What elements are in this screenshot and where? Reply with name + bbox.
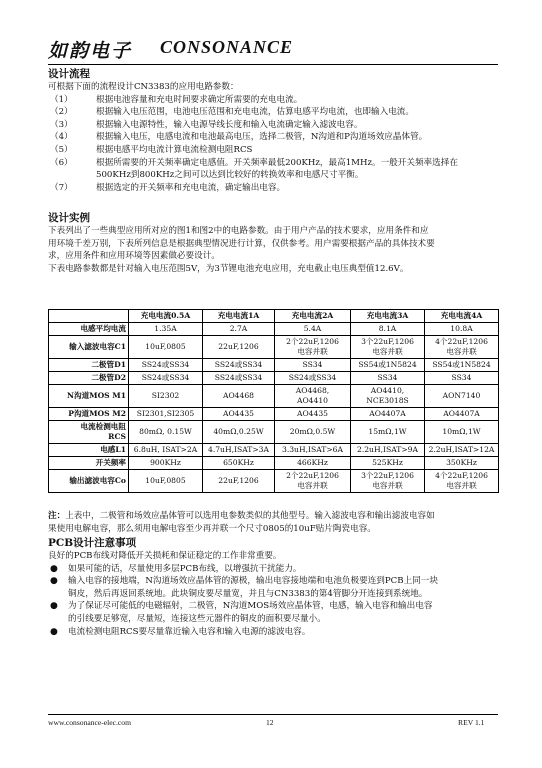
bullet-dot-icon: ● [50, 576, 58, 587]
paragraph-line: 用环境千差万别，下表所列信息是根据典型情况进行计算，仅供参考。用户需要根据产品的具体技术要 [48, 238, 435, 249]
table-row [49, 385, 499, 408]
table-row [49, 470, 499, 493]
table-cell: SI2302 [129, 385, 203, 408]
paragraph-line: 求，应用条件和应用环境等因素做必要设计。 [48, 251, 220, 262]
bullet-line: 电流检测电阻RCS要尽量靠近输入电容和输入电源的滤波电容。 [68, 626, 311, 637]
bullet-item [48, 563, 498, 576]
row-label: 输出滤波电容Co [49, 470, 129, 493]
step-text: 500KHz到800KHz之间可以达到比较好的转换效率和电感尺寸平衡。 [96, 170, 364, 181]
company-logo-cn: 如韵电子 [48, 40, 133, 62]
table-row [49, 421, 499, 444]
design-flow-step [48, 182, 498, 195]
note-text: 上表中，二极管和场效应晶体管可以选用电参数类似的其他型号。输入滤波电容和输出滤波电容如 [65, 511, 435, 521]
table-cell: AO4435 [275, 408, 351, 421]
table-cell: 4个22uF,1206 电容并联 [425, 470, 499, 493]
table-cell: 10.8A [425, 323, 499, 336]
column-header: 充电电流1A [203, 310, 275, 323]
page-number: 12 [266, 718, 274, 727]
design-flow-step [48, 119, 498, 132]
note-line [48, 510, 498, 523]
footer-url: www.consonance-elec.com [48, 718, 132, 727]
table-cell: 2.2uH,ISAT>12A [425, 444, 499, 457]
table-cell: 3个22uF,1206 电容并联 [351, 470, 425, 493]
design-flow-step [48, 94, 498, 107]
table-cell: AON7140 [425, 385, 499, 408]
step-text: 根据输入电源特性，输入电源导线长度和输入电流确定输入滤波电容。 [96, 119, 363, 130]
table-cell: 6.8uH, ISAT>2A [129, 444, 203, 457]
table-note [48, 510, 498, 535]
row-label: 二极管D2 [49, 372, 129, 385]
table-cell: 4.7uH,ISAT>3A [203, 444, 275, 457]
company-logo-en: CONSONANCE [160, 37, 294, 57]
table-row [49, 408, 499, 421]
pcb-intro: 良好的PCB布线对降低开关损耗和保证稳定的工作非常重要。 [48, 551, 282, 561]
table-cell: AO4468, AO4410 [275, 385, 351, 408]
table-cell: SS34 [425, 372, 499, 385]
design-example-paragraph [48, 225, 498, 275]
table-row [49, 323, 499, 336]
bullet-dot-icon: ● [50, 626, 58, 637]
pcb-section [48, 537, 498, 638]
row-label: N沟道MOS M1 [49, 385, 129, 408]
table-cell: SS34 [351, 372, 425, 385]
table-cell: 350KHz [425, 457, 499, 470]
bullet-line: 为了保证尽可能低的电磁辐射，二极管，N沟道MOS场效应晶体管，电感，输入电容和输出电容 [68, 601, 433, 612]
step-text: 根据输入电压，电感电流和电池最高电压，选择二极管，N沟道和P沟道场效应晶体管。 [96, 132, 428, 143]
bullet-dot-icon: ● [50, 601, 58, 612]
design-flow-intro: 可根据下面的流程设计CN3383的应用电路参数： [48, 82, 239, 92]
table-cell: AO4407A [425, 408, 499, 421]
table-cell: 466KHz [275, 457, 351, 470]
design-example-title: 设计实例 [48, 212, 90, 224]
step-text: 根据所需要的开关频率确定电感值。开关频率最低200KHz，最高1MHz。一般开关频率选择在 [96, 157, 458, 168]
step-number: （6） [50, 157, 73, 168]
header [48, 36, 498, 64]
step-text: 根据输入电压范围，电池电压范围和充电电流，估算电感平均电流，也即输入电流。 [96, 107, 414, 118]
table-cell: 80mΩ, 0.15W [129, 421, 203, 444]
bullet-line: 如果可能的话，尽量使用多层PCB布线，以增强抗干扰能力。 [68, 563, 302, 574]
table-cell: AO4435 [203, 408, 275, 421]
design-example-section [48, 212, 498, 275]
design-flow-step [48, 144, 498, 157]
row-label: P沟道MOS M2 [49, 408, 129, 421]
step-number: （1） [50, 94, 73, 105]
table-cell: 3个22uF,1206 电容并联 [351, 336, 425, 359]
row-label: 电感平均电流 [49, 323, 129, 336]
table-row [49, 336, 499, 359]
table-cell: SI2301,SI2305 [129, 408, 203, 421]
paragraph-line: 下表电路参数都是针对输入电压范围5V，为3节锂电池充电应用，充电截止电压典型值12.6V。 [48, 263, 409, 274]
table-cell: 3.3uH,ISAT>6A [275, 444, 351, 457]
table-cell: 650KHz [203, 457, 275, 470]
design-flow-step [48, 131, 498, 144]
table-row [49, 372, 499, 385]
paragraph-line: 下表列出了一些典型应用所对应的图1和图2中的电路参数。由于用户产品的技术要求，应用条件和应 [48, 226, 429, 236]
table-cell: SS24或SS34 [129, 359, 203, 372]
table-cell: 1.35A [129, 323, 203, 336]
table-cell: 40mΩ,0.25W [203, 421, 275, 444]
note-label: 注： [48, 511, 66, 521]
table-cell: 15mΩ,1W [351, 421, 425, 444]
table-cell: 2个22uF,1206 电容并联 [275, 470, 351, 493]
column-header: 充电电流0.5A [129, 310, 203, 323]
table-cell: SS24或SS34 [203, 359, 275, 372]
table-cell: AO4407A [351, 408, 425, 421]
table-cell: 22uF,1206 [203, 470, 275, 493]
column-header: 充电电流4A [425, 310, 499, 323]
design-flow-steps [48, 94, 498, 195]
step-number: （5） [50, 144, 73, 155]
design-flow-step [48, 157, 498, 170]
design-flow-step [48, 106, 498, 119]
row-label: 电流检测电阻 RCS [49, 421, 129, 444]
table-cell: SS54或1N5824 [425, 359, 499, 372]
table-cell: 10uF,0805 [129, 336, 203, 359]
table-cell: 8.1A [351, 323, 425, 336]
row-label: 二极管D1 [49, 359, 129, 372]
table-row [49, 457, 499, 470]
table-cell: 4个22uF,1206 电容并联 [425, 336, 499, 359]
table-cell: SS54或1N5824 [351, 359, 425, 372]
table-cell: 20mΩ,0.5W [275, 421, 351, 444]
table-cell: 5.4A [275, 323, 351, 336]
pcb-title: PCB设计注意事项 [48, 537, 137, 549]
footer-divider [48, 714, 498, 715]
table-cell: 10uF,0805 [129, 470, 203, 493]
table-cell: 2.2uH,ISAT>9A [351, 444, 425, 457]
table-cell: 525KHz [351, 457, 425, 470]
row-label: 输入滤波电容C1 [49, 336, 129, 359]
table-cell: SS34 [275, 359, 351, 372]
step-text: 根据选定的开关频率和充电电流，确定输出电容。 [96, 182, 286, 193]
parameter-table [48, 309, 499, 493]
table-row [49, 444, 499, 457]
table-cell: SS24或SS34 [203, 372, 275, 385]
table-cell: SS24或SS34 [129, 372, 203, 385]
design-flow-section [48, 68, 498, 194]
revision: REV 1.1 [458, 718, 485, 727]
step-number: （4） [50, 132, 73, 143]
bullet-item [48, 626, 498, 639]
table-row [49, 359, 499, 372]
header-divider [48, 64, 498, 65]
table-cell: 22uF,1206 [203, 336, 275, 359]
table-cell: 10mΩ,1W [425, 421, 499, 444]
table-header-row [49, 310, 499, 323]
table-cell: AO4468 [203, 385, 275, 408]
table-cell: 900KHz [129, 457, 203, 470]
table-cell: 2个22uF,1206 电容并联 [275, 336, 351, 359]
bullet-line: 铜皮，然后再返回系统地。此块铜皮要尽量宽，并且与CN3383的第4管脚分开连接到系统地。 [68, 588, 428, 599]
table-cell: SS24或SS34 [275, 372, 351, 385]
step-text: 根据电池容量和充电时间要求确定所需要的充电电流。 [96, 94, 303, 105]
row-label: 电感L1 [49, 444, 129, 457]
step-number: （3） [50, 119, 73, 130]
column-header: 充电电流2A [275, 310, 351, 323]
column-header [49, 310, 129, 323]
bullet-line: 输入电容的接地端，N沟道场效应晶体管的源极，输出电容接地端和电池负极要连到PCB上同一块 [68, 576, 438, 587]
note-line: 果使用电解电容，那么须用电解电容至少再并联一个尺寸0805的10uF贴片陶瓷电容。 [48, 523, 376, 534]
table-cell: AO4410, NCE3018S [351, 385, 425, 408]
design-flow-title: 设计流程 [48, 68, 90, 80]
step-number: （7） [50, 182, 73, 193]
bullet-dot-icon: ● [50, 563, 58, 574]
table-cell: 2.7A [203, 323, 275, 336]
column-header: 充电电流3A [351, 310, 425, 323]
bullet-item [48, 575, 498, 600]
bullet-line: 的引线要足够宽，尽量短，连接这些元器件的铜皮的面积要尽量小。 [68, 613, 326, 624]
pcb-bullet-list [48, 563, 498, 639]
step-text: 根据电感平均电流计算电流检测电阻RCS [96, 144, 253, 155]
row-label: 开关频率 [49, 457, 129, 470]
design-flow-step [48, 169, 498, 182]
bullet-item [48, 600, 498, 625]
step-number: （2） [50, 107, 73, 118]
